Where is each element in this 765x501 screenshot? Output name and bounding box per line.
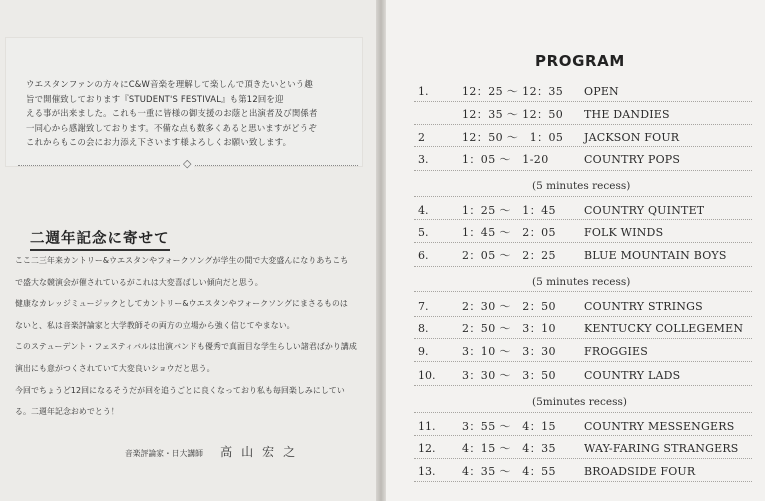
entry-number: 2 — [418, 131, 425, 144]
entry-band: COUNTRY LADS — [584, 369, 681, 382]
entry-band: FOLK WINDS — [584, 226, 664, 239]
dotted-rule — [414, 266, 752, 267]
essay-heading: 二週年記念に寄せて — [30, 227, 170, 251]
entry-time: 12：25 ～ 12：35 — [462, 85, 564, 98]
entry-number: 1. — [418, 85, 429, 98]
essay-line: 今回でちょうど12回になるそうだが回を追うごとに良くなっており私も毎回楽しみにしてい — [15, 385, 345, 395]
entry-number: 13. — [418, 465, 436, 478]
entry-band: KENTUCKY COLLEGEMEN — [584, 322, 744, 335]
entry-time: 12：50 ～ 1：05 — [462, 131, 564, 144]
dotted-rule — [414, 170, 752, 171]
dotted-rule — [414, 196, 752, 197]
recess-note: (5minutes recess) — [532, 396, 627, 408]
dotted-rule — [414, 412, 752, 413]
entry-band: THE DANDIES — [584, 108, 670, 121]
dotted-rule — [414, 146, 752, 147]
entry-number: 6. — [418, 249, 429, 262]
essay-line: る。二週年記念おめでとう！ — [15, 407, 119, 417]
essay-line: で盛大な競演会が催されているがこれは大変喜ばしい傾向だと思う。 — [15, 277, 263, 287]
dotted-rule — [414, 385, 752, 386]
entry-number: 3. — [418, 153, 429, 166]
entry-band: COUNTRY STRINGS — [584, 300, 703, 313]
entry-band: JACKSON FOUR — [584, 131, 680, 144]
entry-time: 2：30 ～ 2：50 — [462, 300, 556, 313]
dotted-rule — [414, 242, 752, 243]
diamond-ornament: ◇ — [180, 158, 194, 170]
entry-number: 7. — [418, 300, 429, 313]
dotted-rule — [414, 338, 752, 339]
intro-line: ウエスタンファンの方々にC&W音楽を理解して楽しんで頂きたいという趣 — [26, 79, 313, 89]
intro-line: 旨で開催致しております『STUDENT'S FESTIVAL』も第12回を迎 — [26, 93, 284, 104]
essay-line: 健康なカレッジミュージックとしてカントリー&ウエスタンやフォークソングにまさるものは — [15, 299, 348, 309]
entry-number: 11. — [418, 420, 436, 433]
dotted-rule — [414, 291, 752, 292]
entry-band: COUNTRY MESSENGERS — [584, 420, 735, 433]
dotted-rule — [414, 361, 752, 362]
essay-line: ここ二三年来カントリー&ウエスタンやフォークソングが学生の間で大変盛んになりあちこち — [15, 256, 349, 265]
entry-time: 4：15 ～ 4：35 — [462, 442, 556, 455]
entry-time: 3：55 ～ 4：15 — [462, 420, 556, 433]
essay-line: 演出にも意がつくされていて大変良いショウだと思う。 — [15, 363, 215, 373]
entry-time: 2：50 ～ 3：10 — [462, 322, 556, 335]
dotted-rule — [414, 124, 752, 125]
entry-number: 4. — [418, 204, 429, 217]
entry-time: 1：05 ～ 1-20 — [462, 153, 549, 166]
entry-time: 12：35 ～ 12：50 — [462, 108, 564, 121]
recess-note: (5 minutes recess) — [532, 276, 631, 288]
dotted-rule — [414, 219, 752, 220]
dotted-rule — [414, 435, 752, 436]
entry-band: WAY-FARING STRANGERS — [584, 442, 739, 455]
entry-number: 8. — [418, 322, 429, 335]
recess-note: (5 minutes recess) — [532, 180, 631, 192]
intro-line: これからもこの会にお力添え下さいます様よろしくお願い致します。 — [26, 137, 292, 148]
entry-number: 5. — [418, 226, 429, 239]
entry-time: 3：10 ～ 3：30 — [462, 345, 556, 358]
page-gutter — [376, 0, 386, 501]
entry-band: FROGGIES — [584, 345, 649, 358]
dotted-rule — [414, 316, 752, 317]
intro-text — [26, 77, 356, 150]
author-title: 音楽評論家・日大講師 — [125, 449, 203, 458]
essay-body — [15, 254, 375, 427]
entry-band: BROADSIDE FOUR — [584, 465, 696, 478]
entry-band: COUNTRY POPS — [584, 153, 681, 166]
entry-time: 1：45 ～ 2：05 — [462, 226, 556, 239]
entry-number: 12. — [418, 442, 436, 455]
signature — [125, 441, 304, 460]
entry-number: 9. — [418, 345, 429, 358]
dotted-rule — [414, 458, 752, 459]
entry-band: COUNTRY QUINTET — [584, 204, 705, 217]
entry-time: 1：25 ～ 1：45 — [462, 204, 556, 217]
entry-time: 3：30 ～ 3：50 — [462, 369, 556, 382]
intro-line: 一同心から感謝致しております。不備な点も数多くあると思いますがどうぞ — [26, 122, 317, 133]
program-title: PROGRAM — [535, 52, 625, 70]
entry-number: 10. — [418, 369, 436, 382]
author-name: 高山宏之 — [220, 445, 305, 459]
essay-line: このステューデント・フェスティバルは出演バンドも優秀で真面目な学生らしい諸君ばかり講成 — [15, 342, 357, 352]
entry-band: BLUE MOUNTAIN BOYS — [584, 249, 727, 262]
essay-line: ないと、私は音楽評論家と大学教師その両方の立場から強く信じてやまない。 — [15, 320, 295, 330]
dotted-rule — [414, 101, 752, 102]
intro-line: える事が出来ました。これも一重に皆様の御支援のお蔭と出演者及び関係者 — [26, 108, 318, 119]
dotted-rule — [414, 481, 752, 482]
entry-band: OPEN — [584, 85, 619, 98]
entry-time: 2：05 ～ 2：25 — [462, 249, 556, 262]
entry-time: 4：35 ～ 4：55 — [462, 465, 556, 478]
